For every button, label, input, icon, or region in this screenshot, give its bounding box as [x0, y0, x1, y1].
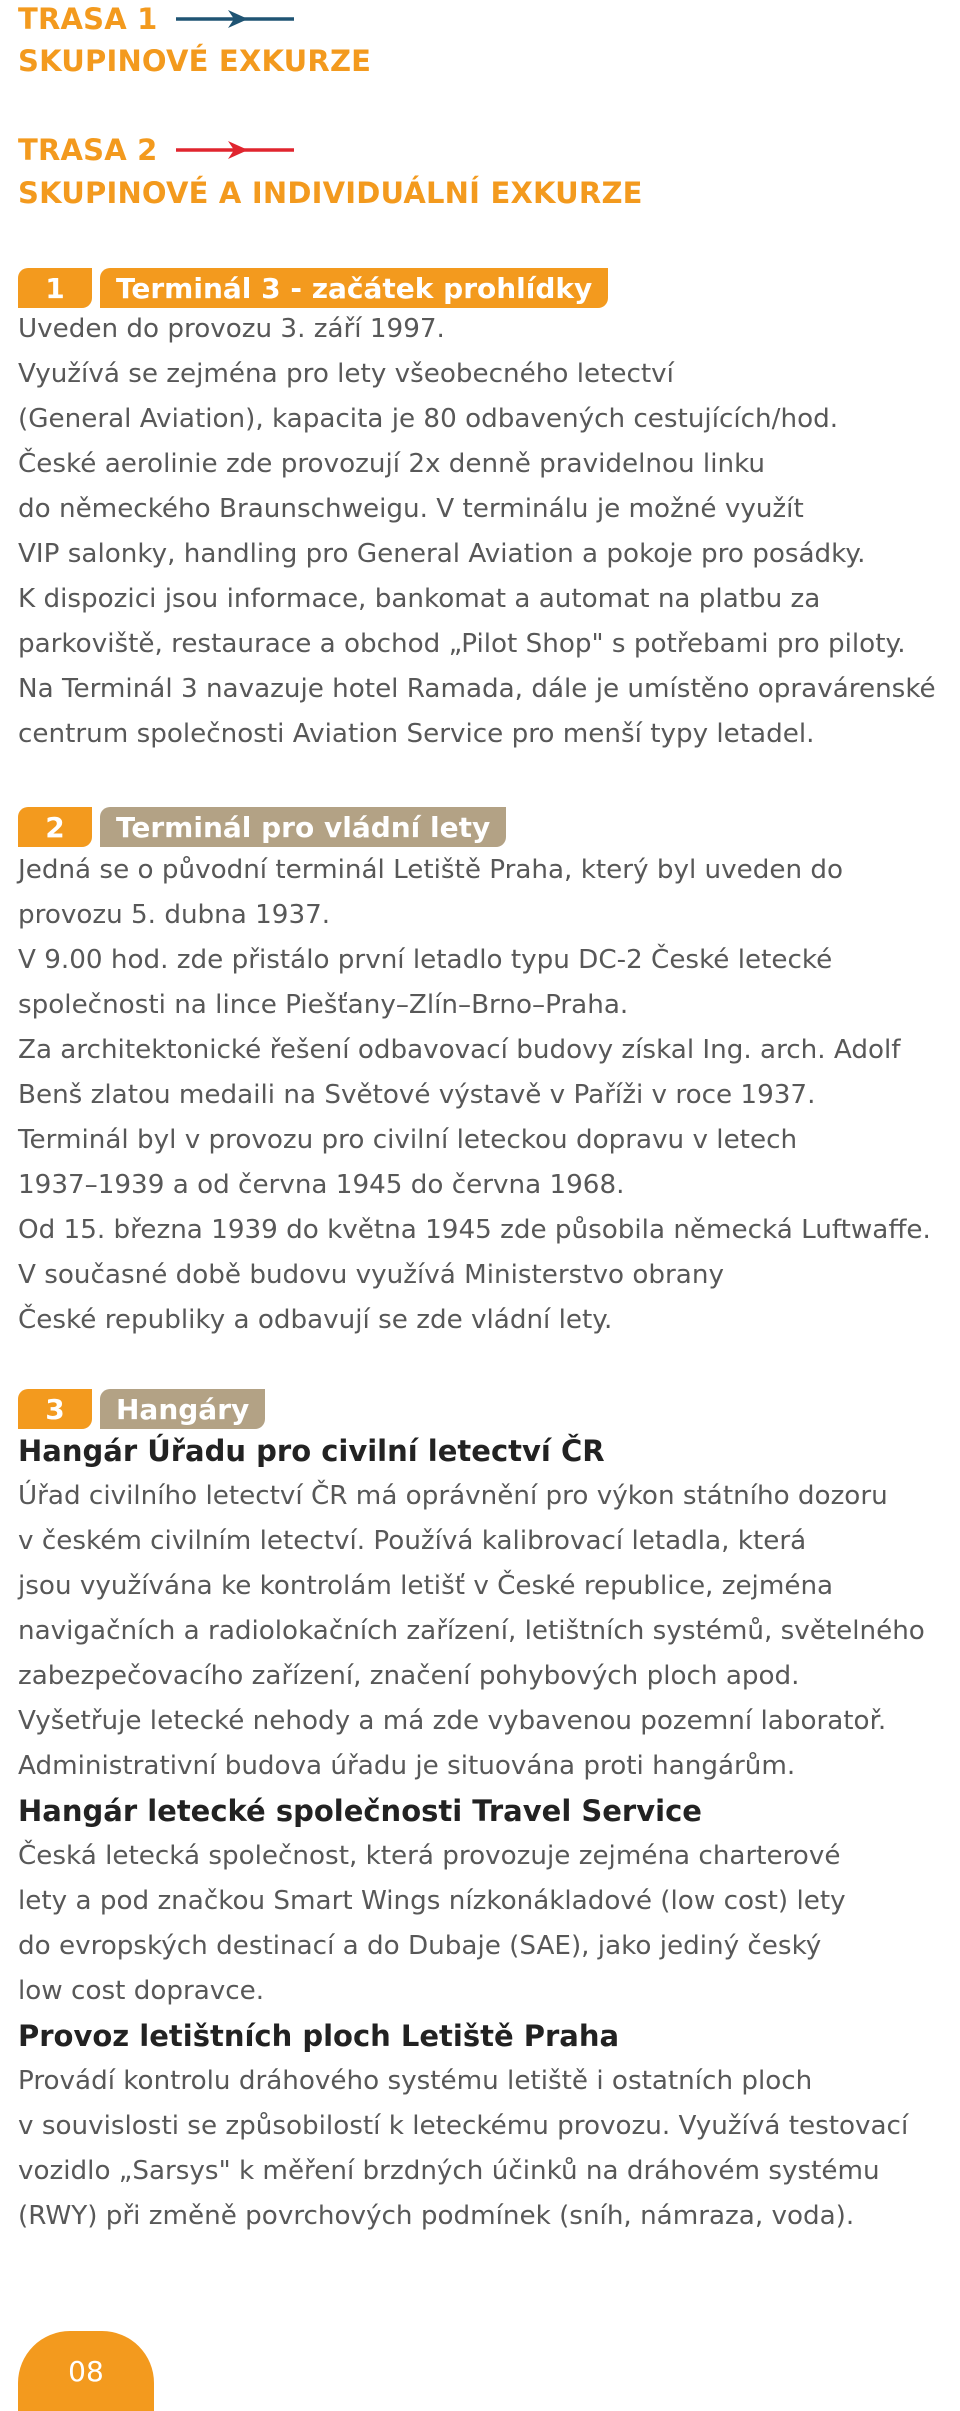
- text-line: parkoviště, restaurace a obchod „Pilot Shop" s potřebami pro piloty.: [18, 629, 906, 659]
- block-2-text: [18, 1834, 948, 2014]
- text-line: zabezpečovacího zařízení, značení pohybových ploch apod.: [18, 1661, 800, 1691]
- block-3-text: [18, 2059, 948, 2239]
- section-3-title: Hangáry: [100, 1389, 265, 1429]
- page-number: 08: [18, 2331, 154, 2411]
- text-line: Vyšetřuje letecké nehody a má zde vybavenou pozemní laboratoř.: [18, 1706, 887, 1736]
- legend-route-1: [18, 2, 296, 36]
- text-line: Za architektonické řešení odbavovací budovy získal Ing. arch. Adolf: [18, 1035, 901, 1065]
- section-3-number: 3: [18, 1389, 92, 1429]
- route-2-arrow-icon: [176, 140, 296, 160]
- text-line: Využívá se zejména pro lety všeobecného letectví: [18, 359, 674, 389]
- text-line: centrum společnosti Aviation Service pro menší typy letadel.: [18, 719, 815, 749]
- text-line: Na Terminál 3 navazuje hotel Ramada, dále je umístěno opravárenské: [18, 674, 936, 704]
- route-1-arrow-icon: [176, 9, 296, 29]
- text-line: v souvislosti se způsobilostí k leteckému provozu. Využívá testovací: [18, 2111, 909, 2141]
- text-line: 1937–1939 a od června 1945 do června 1968.: [18, 1170, 625, 1200]
- section-1-header: [18, 268, 608, 308]
- block-3-heading: Provoz letištních ploch Letiště Praha: [18, 2019, 620, 2053]
- route-2-subtitle: SKUPINOVÉ A INDIVIDUÁLNÍ EXKURZE: [18, 176, 643, 210]
- text-line: jsou využívána ke kontrolám letišť v České republice, zejména: [18, 1571, 834, 1601]
- section-3-header: [18, 1389, 265, 1429]
- text-line: do německého Braunschweigu. V terminálu je možné využít: [18, 494, 804, 524]
- text-line: (RWY) při změně povrchových podmínek (sníh, námraza, voda).: [18, 2201, 855, 2231]
- route-1-title: TRASA 1: [18, 2, 158, 36]
- section-2-header: [18, 807, 506, 847]
- text-line: V 9.00 hod. zde přistálo první letadlo typu DC-2 České letecké: [18, 945, 833, 975]
- text-line: navigačních a radiolokačních zařízení, letištních systémů, světelného: [18, 1616, 925, 1646]
- section-1-text: [18, 307, 948, 757]
- text-line: K dispozici jsou informace, bankomat a automat na platbu za: [18, 584, 821, 614]
- text-line: low cost dopravce.: [18, 1976, 265, 2006]
- text-line: V současné době budovu využívá Ministerstvo obrany: [18, 1260, 724, 1290]
- text-line: České aerolinie zde provozují 2x denně pravidelnou linku: [18, 449, 766, 479]
- legend-route-2: [18, 133, 296, 167]
- text-line: Česká letecká společnost, která provozuje zejména charterové: [18, 1841, 841, 1871]
- text-line: Uveden do provozu 3. září 1997.: [18, 314, 445, 344]
- text-line: České republiky a odbavují se zde vládní lety.: [18, 1305, 613, 1335]
- text-line: (General Aviation), kapacita je 80 odbavených cestujících/hod.: [18, 404, 839, 434]
- section-1-number: 1: [18, 268, 92, 308]
- block-2-heading: Hangár letecké společnosti Travel Service: [18, 1794, 702, 1828]
- text-line: Jedná se o původní terminál Letiště Praha, který byl uveden do: [18, 855, 844, 885]
- block-1-heading: Hangár Úřadu pro civilní letectví ČR: [18, 1434, 605, 1468]
- text-line: vozidlo „Sarsys" k měření brzdných účinků na dráhovém systému: [18, 2156, 880, 2186]
- route-2-title: TRASA 2: [18, 133, 158, 167]
- section-1-title: Terminál 3 - začátek prohlídky: [100, 268, 608, 308]
- text-line: do evropských destinací a do Dubaje (SAE), jako jediný český: [18, 1931, 822, 1961]
- route-1-subtitle: SKUPINOVÉ EXKURZE: [18, 44, 372, 78]
- section-2-number: 2: [18, 807, 92, 847]
- text-line: provozu 5. dubna 1937.: [18, 900, 331, 930]
- text-line: v českém civilním letectví. Používá kalibrovací letadla, která: [18, 1526, 807, 1556]
- text-line: společnosti na lince Piešťany–Zlín–Brno–Praha.: [18, 990, 629, 1020]
- text-line: Od 15. března 1939 do května 1945 zde působila německá Luftwaffe.: [18, 1215, 931, 1245]
- text-line: Administrativní budova úřadu je situována proti hangárům.: [18, 1751, 796, 1781]
- text-line: Terminál byl v provozu pro civilní leteckou dopravu v letech: [18, 1125, 798, 1155]
- section-2-text: [18, 848, 948, 1343]
- section-2-title: Terminál pro vládní lety: [100, 807, 506, 847]
- text-line: VIP salonky, handling pro General Aviation a pokoje pro posádky.: [18, 539, 866, 569]
- text-line: Provádí kontrolu dráhového systému letiště i ostatních ploch: [18, 2066, 813, 2096]
- block-1-text: [18, 1474, 948, 1789]
- text-line: lety a pod značkou Smart Wings nízkonákladové (low cost) lety: [18, 1886, 846, 1916]
- text-line: Úřad civilního letectví ČR má oprávnění pro výkon státního dozoru: [18, 1481, 888, 1511]
- text-line: Benš zlatou medaili na Světové výstavě v Paříži v roce 1937.: [18, 1080, 816, 1110]
